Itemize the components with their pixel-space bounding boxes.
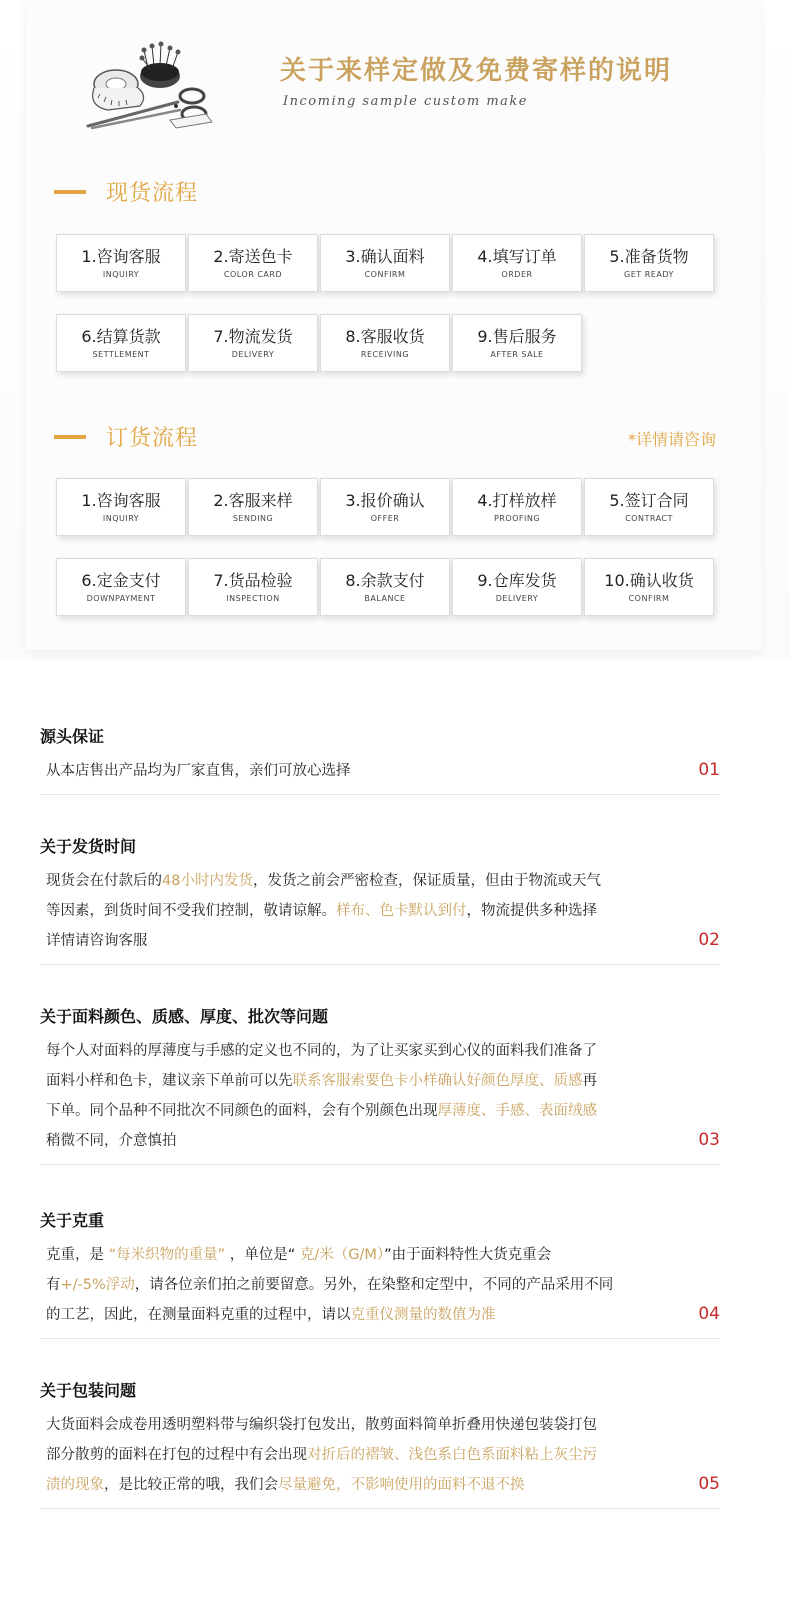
heading-dash: [54, 435, 86, 439]
order-process-heading: [54, 421, 198, 452]
step-label: 7.物流发货: [213, 327, 293, 346]
step-label: 2.寄送色卡: [213, 247, 293, 266]
step-label: 5.签订合同: [609, 491, 689, 510]
faq-number: 01: [698, 760, 720, 780]
highlight-text: 联系客服索要色卡小样确认好颜色厚度、质感: [292, 1073, 583, 1089]
faq-line: [46, 896, 686, 926]
faq-title: 关于包装问题: [40, 1381, 137, 1400]
body-text: ，请各位亲们拍之前要留意。另外，在染整和定型中，不同的产品采用不同: [134, 1277, 614, 1293]
faq-line: [46, 1240, 686, 1270]
process-step: [452, 478, 582, 536]
body-text: 的工艺，因此，在测量面料克重的过程中，请以: [46, 1307, 351, 1323]
faq-line: [46, 1410, 686, 1440]
step-english-label: AFTER SALE: [490, 350, 544, 359]
highlight-text: 尽量避免，不影响使用的面料不退不换: [278, 1477, 525, 1493]
highlight-text: 样布、色卡默认到付: [336, 903, 467, 919]
sewing-tools-illustration: [78, 36, 218, 136]
step-label: 1.咨询客服: [81, 247, 161, 266]
faq-line: [46, 866, 686, 896]
process-step: [584, 478, 714, 536]
spot-process-heading: [54, 176, 198, 207]
faq-body: [46, 1036, 686, 1156]
faq-title: 关于面料颜色、质感、厚度、批次等问题: [40, 1007, 329, 1026]
faq-title: 关于克重: [40, 1211, 105, 1230]
step-label: 6.定金支付: [81, 571, 161, 590]
faq-item: [40, 724, 720, 780]
faq-body: [46, 1240, 686, 1330]
process-step: [188, 314, 318, 372]
body-text: ，是比较正常的哦，我们会: [104, 1477, 278, 1493]
step-english-label: DELIVERY: [495, 594, 539, 603]
step-english-label: ORDER: [501, 270, 533, 279]
faq-divider: [40, 1164, 720, 1165]
body-text: 克重，是: [46, 1247, 109, 1263]
process-step: [56, 314, 186, 372]
faq-line: [46, 1440, 686, 1470]
step-english-label: INQUIRY: [102, 270, 140, 279]
body-text: ”由于面料特性大货克重会: [384, 1247, 552, 1263]
process-step: [584, 558, 714, 616]
tailor-chalk-icon: [170, 114, 212, 128]
step-english-label: COLOR CARD: [223, 270, 283, 279]
faq-body: [46, 1410, 686, 1500]
highlight-text: 对折后的褶皱、浅色系白色系面料粘上灰尘污: [307, 1447, 597, 1463]
step-english-label: DELIVERY: [231, 350, 275, 359]
step-label: 3.确认面料: [345, 247, 425, 266]
highlight-text: 克重仪测量的数值为准: [350, 1307, 496, 1323]
faq-divider: [40, 964, 720, 965]
process-step: [320, 314, 450, 372]
step-label: 8.客服收货: [345, 327, 425, 346]
faq-item: [40, 1004, 720, 1150]
step-english-label: PROOFING: [493, 514, 541, 523]
body-text: ，发货之前会严密检查，保证质量，但由于物流或天气: [252, 873, 601, 889]
body-text: 大货面料会成卷用透明塑料带与编织袋打包发出，散剪面料简单折叠用快递包装袋打包: [46, 1417, 597, 1433]
process-step: [320, 478, 450, 536]
body-text: 从本店售出产品均为厂家直售，亲们可放心选择: [46, 763, 351, 779]
faq-line: [46, 1126, 686, 1156]
spot-process-title: 现货流程: [106, 181, 199, 206]
process-step: [188, 234, 318, 292]
faq-number: 05: [698, 1474, 720, 1494]
faq-line: [46, 926, 686, 956]
process-step: [452, 558, 582, 616]
step-label: 2.客服来样: [213, 491, 293, 510]
step-english-label: INSPECTION: [226, 594, 280, 603]
body-text: 每个人对面料的厚薄度与手感的定义也不同的，为了让买家买到心仪的面料我们准备了: [46, 1043, 597, 1059]
highlight-text: “每米织物的重量”: [108, 1247, 226, 1263]
highlight-text: 克/米（G/M）: [299, 1247, 385, 1263]
body-text: 面料小样和色卡，建议亲下单前可以先: [46, 1073, 293, 1089]
body-text: 部分散剪的面料在打包的过程中有会出现: [46, 1447, 307, 1463]
step-english-label: INQUIRY: [102, 514, 140, 523]
body-text: 详情请咨询客服: [46, 933, 148, 949]
faq-body: [46, 756, 686, 786]
faq-body: [46, 866, 686, 956]
faq-line: [46, 1470, 686, 1500]
step-english-label: BALANCE: [364, 594, 406, 603]
faq-title: 关于发货时间: [40, 837, 137, 856]
step-english-label: CONTRACT: [625, 514, 673, 523]
highlight-text: 渍的现象: [46, 1477, 104, 1493]
tape-measure-icon: [93, 70, 144, 110]
body-text: 有: [46, 1277, 61, 1293]
faq-line: [46, 1300, 686, 1330]
process-step: [320, 234, 450, 292]
process-step: [584, 234, 714, 292]
process-step: [452, 234, 582, 292]
page-title: 关于来样定做及免费寄样的说明: [280, 56, 673, 86]
pincushion-icon: [140, 42, 181, 89]
order-process-title: 订货流程: [106, 426, 199, 451]
step-label: 5.准备货物: [609, 247, 689, 266]
body-text: ，物流提供多种选择: [466, 903, 597, 919]
faq-line: [46, 1096, 686, 1126]
process-step: [320, 558, 450, 616]
body-text: 再: [582, 1073, 597, 1089]
body-text: 稍微不同，介意慎拍: [46, 1133, 177, 1149]
process-step: [56, 558, 186, 616]
process-step: [188, 558, 318, 616]
faq-item: [40, 1378, 720, 1494]
body-text: ，单位是“: [225, 1247, 300, 1263]
step-english-label: RECEIVING: [360, 350, 410, 359]
step-label: 3.报价确认: [345, 491, 425, 510]
faq-line: [46, 1270, 686, 1300]
faq-number: 03: [698, 1130, 720, 1150]
faq-number: 02: [698, 930, 720, 950]
step-english-label: SENDING: [232, 514, 274, 523]
faq-line: [46, 756, 686, 786]
faq-title: 源头保证: [40, 727, 105, 746]
body-text: 现货会在付款后的: [46, 873, 162, 889]
highlight-text: 48小时内发货: [162, 873, 253, 889]
body-text: 下单。同个品种不同批次不同颜色的面料，会有个别颜色出现: [46, 1103, 438, 1119]
step-english-label: GET READY: [624, 270, 674, 279]
faq-line: [46, 1066, 686, 1096]
step-label: 1.咨询客服: [81, 491, 161, 510]
step-english-label: OFFER: [370, 514, 400, 523]
order-process-note: *详情请咨询: [627, 430, 716, 449]
step-english-label: CONFIRM: [364, 270, 406, 279]
step-label: 9.仓库发货: [477, 571, 557, 590]
page-subtitle: Incoming sample custom make: [283, 94, 528, 109]
step-label: 4.打样放样: [477, 491, 557, 510]
heading-dash: [54, 190, 86, 194]
faq-item: [40, 834, 720, 950]
step-label: 6.结算货款: [81, 327, 161, 346]
faq-divider: [40, 794, 720, 795]
step-english-label: DOWNPAYMENT: [86, 594, 156, 603]
step-label: 7.货品检验: [213, 571, 293, 590]
highlight-text: 厚薄度、手感、表面绒感: [437, 1103, 597, 1119]
step-label: 9.售后服务: [477, 327, 557, 346]
process-step: [56, 478, 186, 536]
process-step: [56, 234, 186, 292]
body-text: 等因素，到货时间不受我们控制，敬请谅解。: [46, 903, 336, 919]
step-label: 8.余款支付: [345, 571, 425, 590]
process-step: [452, 314, 582, 372]
step-english-label: CONFIRM: [628, 594, 670, 603]
faq-line: [46, 1036, 686, 1066]
faq-number: 04: [698, 1304, 720, 1324]
step-english-label: SETTLEMENT: [92, 350, 150, 359]
highlight-text: +/-5%浮动: [60, 1277, 135, 1293]
faq-divider: [40, 1338, 720, 1339]
faq-item: [40, 1208, 720, 1324]
process-step: [188, 478, 318, 536]
step-label: 10.确认收货: [604, 571, 694, 590]
step-label: 4.填写订单: [477, 247, 557, 266]
faq-divider: [40, 1508, 720, 1509]
